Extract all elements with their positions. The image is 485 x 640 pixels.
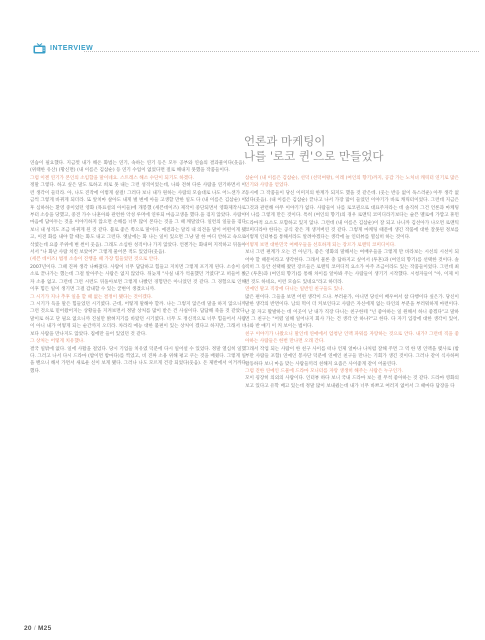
paragraph: 모이 굉장히 의외의 사람이다. 인터뷰 하다 보니 국내 드라마 보는 걸 무척 좋아하는 것 같다. 드라마 영화의 보고 있다고 유학 배고 있는데 정말 많이 보내줬는데 내가 너무 바쁘고 여러지 없어서 그 때마다 답장을 다 [245,376,459,389]
left-column [30,160,246,375]
question: 그럼 진한 연예인 드물에 드라마 모니터를 자랑 생생히 해주는 사람은 누구인가. [245,368,404,374]
page-number: 20 [24,625,32,632]
headline-line-1: 언론과 마케팅이 [244,134,326,148]
magazine-name: M25 [37,625,52,632]
paragraph: 그래서 작업 되는 사람이 한 친구 사이를 떠나 언제 얼마나 나처럼 잘해 주면 그 역 한 명 인맥을 맺사로 (밤부만 사람들 포함) 연예인 봉사단 덕분에 연예인 친구들 만나는 기회가 생긴 것이다. 그러나 같이 식사하며 활동하다 보니 마음 맞는 사람들끼리 친해져 요즘은 사이좋게 같이 어울린다. [245,346,459,367]
section-label: INTERVIEW [50,45,94,52]
headline-line-2: 나를 '로코 퀸'으로 만들었다 [244,149,384,163]
paragraph: 동시에 그 작품들이 당신 이미지의 한계가 되지도 했을 것 같은데. (웃는 반응 없이 독스러운) 아무 생각 없었다(웃음). (내 이름은 김삼순) 끝나고 나서 가장 많이 들었던 이야기가 바로 캐릭터이었다. 그런데 지금은 그것과 관련해 아무 이야기가 없다. 사람들이 나를 로코퀸으로 대표주자라는 데 솔직히 그건 언론과 마케팅이 나를 그렇게 만든 것이다. 특히 (여인의 향기)의 경우 로맨틱 코미디라기보다는 슬픈 멜로에 가깝고 휴먼 드라마적 요소도 포함하고 있지 않나. 그런데 (내 이름은 김삼순)이 잘 되고 나니까 김선아가 나오면 로맨틱 코미디라야 한다는 공식 같은 게 생겨버린 것 같다. 그렇게 마케팅 때문에 생긴 작품에 대한 잘못된 정보를 이렇게 인터뷰를 통해서라도 알려야겠다는 생각에 늘 인터뷰를 열심히 하는 것이다. [245,190,459,241]
question: 친구 이야기가 나왔으니 말인데 연애에서 엄청난 인맥 파워를 자랑하는 것으로 안다. 내가? 그런데 직을 좋아하는 사람들은 한번 만나면 오래 간다. [245,331,459,345]
question: 연예인 말고 직장에 다니는 일반인 친구들도 있나. [245,287,344,293]
section-header [33,43,93,54]
tv-icon [33,43,46,54]
question: 어떻게 보면 대한민국 여배우들을 선호하게 되는 장르가 로맨틱 코미디이다. [245,242,396,248]
paragraph: 결국 일밖에 없다. 일에 사활을 걸었다. 당시 기업들 치유였 덕분에 다시 일어설 수 있었다. 정말 열심히 일했다. 그러고 나서 다시 드라마 (밤이면 밤마다)를 찍었고, 비 진짜 소용 위해 평고 쿠는 것을 배웠다. 그렇게 일을 밴으니 해서 가면서 새로운 신이 보게 됐다. 그러나 나도 모르게 건강 되었다(웃음). 돈 제반에서 이거까다 했다. [30,346,246,374]
paragraph: 2007년이다. 그때 진짜 생각 나빠졌다. 사람이 너무 답답하고 힘들고 지치면 그렇게 포기게 된다. 소송이 승소로 끝나가는 했는데 그걸 알아주는 사람은 없지 않았다. 뒤늦게 "사실 내가 억울했던 거였다"고 떠들어 봤자 소용 없고. 그런데 그런 시련도 뒤돌아보면 그렇게 나빴던 경험만은 아니었던 것 같다. 그 경험으로 인해 이후 힘든 일이 생기면 그걸 감내할 수 있는 굳변이 생겼으니까. [30,264,246,293]
paragraph: 많은 편이다. 그들을 보면 어떤 생각이 드나. 부러운가, 아니면 당신이 배우여서 참 다행이다 싶은가. 당신이 말한 생각의 반면이다. 남의 떡이 더 커보인다고 사람은 자신에게 없는 타인의 부분을 부러워하게 마련이다. 난 꽃 자고 활발하는 데 이곳이 난 내가 직장 다니는 친구한테 "넌 좋아하는 일 원해서 하니 좋겠다"고 말하면 그 친구는 "어렸 일해 일어나지 회사 가는 건 생각 안 하냐?"고 한다. 다 자기 입장에 대한 생각이 있어, 나와 반 얘기 이 커 보이는 법이다. [245,294,459,330]
paragraph: 보니 그런 편계가 오는 건 아닌가, 좋은 영화의 말해서는 여배우들을 그렇게 만 바라보는 시선의 시선이 되어야 할 때문이라고 생각한다. 그래서 물론 충 답하지고 싶어서 (투혼)과 (여인의 향기)를 선택한 것이다. 솔직히 그 동안 선택해 왔던 장르들은 로맨틱 코미디적 요소가 아주 조금이라도 있는 작품들이었다. 그런데 최근 (투혼)과 (여인의 향기)를 통해 차이를 알아봐 주는 사람들이 생기기 시작했다. 시청자들이 "아, 이제 이런 것도 하네요, 이런 모습도 있네요"라고 하더라. [245,250,459,285]
question: 그 상처는 어떻게 치유했나. [30,339,85,345]
header-divider [84,51,479,52]
question: 그 시기가 지나 추후 일을 할 때 없는 결정이 됐다는 것이겠다. [30,294,153,300]
answer-text: 정말 그렇다. 하고 싶은 말도 토하고 희로 못 내는 그런 성격이었는데, 나와 전혀 다른 사람을 연기하면서 이런 생각이 들더라. 아, 나도 진작에 이렇게 살걸! 그러다 보니 내가 원하는 사람의 모습대로 나도 어느샌가 조금씩 그렇게 바뀌게 되더라. 또 앞치마 살아도 내게 벌 변에 아들 고생할 만한 일도 다 (내 이름은 김삼순) 이후 심하하는 환영 중이었던 영화 (목표설의 아이들)에 개봉했 (세븐데이즈) 제작이 중단되면서 영화제작사로부터 소송을 당했고, 중견 가수 나훈아와 관련한 악성 루머에 연루되 마음고생을 했다. [30,183,246,218]
paragraph: 그 시기가 득을 말은 힘들었던 시기였다. 근데, 어떻게 말해야 할까. 나는 그렇지 않은데 말을 하지 않으니까 그런 것으로 믿어왔어지는 상황들을 지켜보면서 정말 상처를 많이 받은 건 사실이다. 답답해 죽을 것 같았다. 말이로 하고 단 필요 없으니까 진실만 밝혀지기를 바랐던 시기였다. 너무 도 정신적으로 너무 힘들어서 사람이 아니 내가 어떻게 되는 순간까지 오더라. 차라리 예능 대한 불편이 있는 상처이 겠다고 하지만, 그래서 너 보다 사람을 만나지도 않았다. 집에만 들어 있었던 것 같다. [30,302,246,337]
article-headline [244,134,474,164]
question: 삼순이 (내 이름은 김삼순), 선덕 (선덕여왕), 이레 (여인의 향기)까지, 공감 가는 노처녀 캐릭터 연기로 많은 인기와 사랑을 얻었다. [245,176,459,189]
footer-separator: / [33,625,36,632]
answer-text-cont: 을 겪지 않았다. 사람이 마음에 담아두는 것을 이야기하지 않으면 손해를 너무 많이 본다는 것을 그 때 깨달았다. 일련의 일들을 겪다 보니 내 성격도 조금 바뀌게 된 것 같다. 불로 좋은 쪽으로 말이다. 예전과는 달리 내 의견을 말이 어떤이게 됐고, 이전 화를 내야 할 때는 화도 내고 그런다. 옛날에는 화 나는 일이 있으면 그냥 말 한 마디 안하고 속으로 삭였는데 요즘 주위에 변 썬이 웃음). 그래도 소심한 성격이나 가지 않았다. 언젠가는 화내며 지적하고 뒤돌아서서 "나 화난 사람 치킨 보았어?" 그렇게 물어본 적도 있었다(웃음). [30,212,246,256]
paragraph [30,182,246,256]
question: (세븐 데이즈) 법정 소송이 진행을 때 가장 힘들었던 것으로 안다. [30,257,160,263]
paragraph: 연습이 필요했다. 지금껏 내가 해온 화법는 연기, 속하는 연기 등은 모두 공부와 연습의 결과물이다(웃음). (위태한 유산) (황신면) (내 이름은 김삼순) 등 연기 수업이 없었다면 절로 해내지 못했을 작품들이다. [30,161,246,174]
page-footer [24,625,52,632]
right-column [245,175,459,390]
question: 그럼 이젠 연기가 본인의 소임합을 말이네요. 스트레스 해소 수단이 되기도 하겠다. [30,175,194,181]
